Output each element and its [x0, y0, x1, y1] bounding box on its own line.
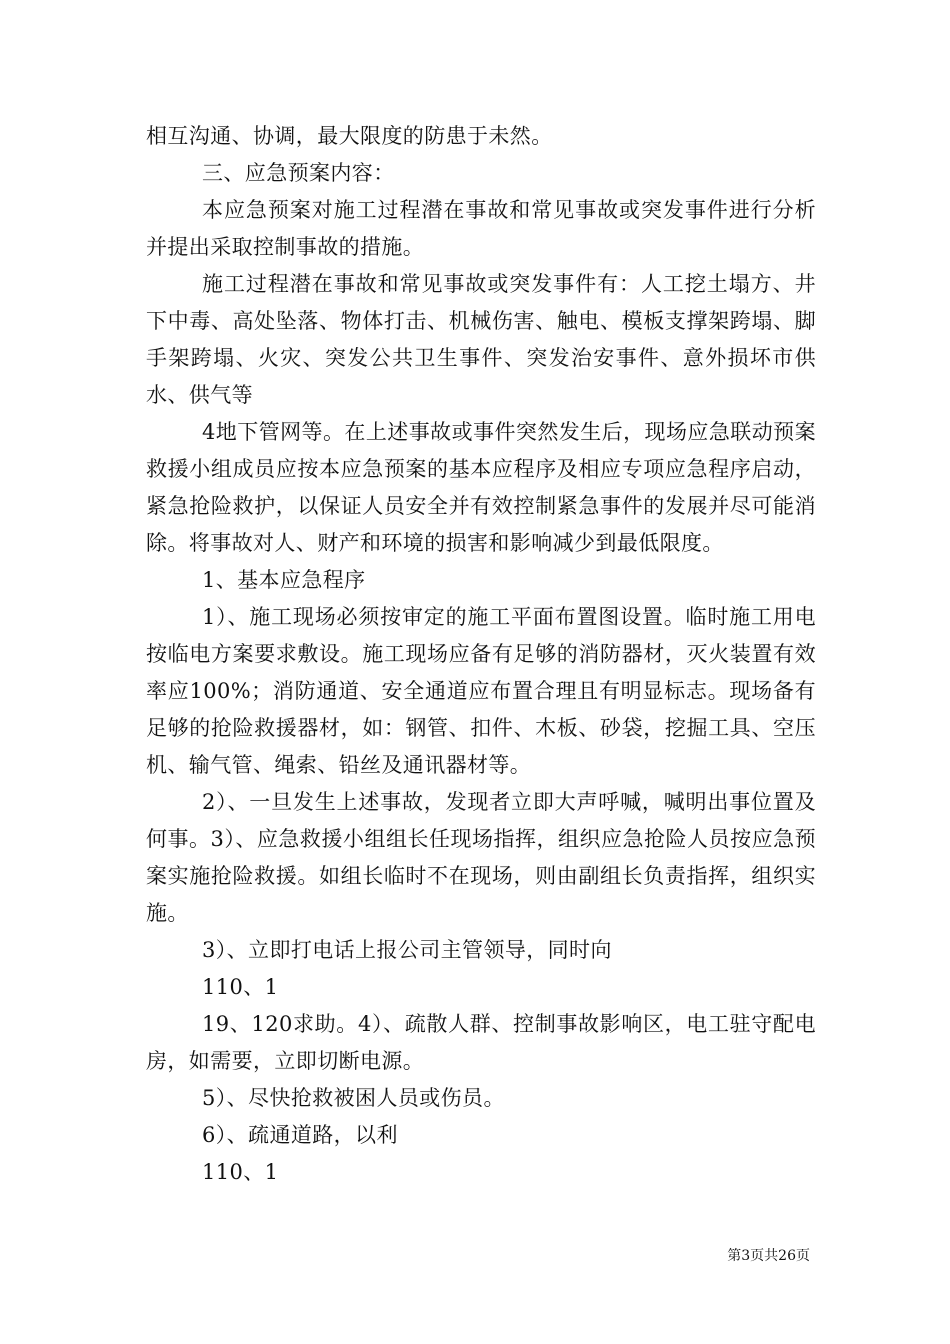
paragraph: 1）、施工现场必须按审定的施工平面布置图设置。临时施工用电按临电方案要求敷设。施工现场应备有足够的消防器材，灭火装置有效率应100%；消防通道、安全通道应布置合理且有明显标志。现场备有足够的抢险救援器材，如：钢管、扣件、木板、砂袋，挖掘工具、空压机、输气管、绳索、铅丝及通讯器材等。 — [146, 605, 816, 777]
paragraph: 4地下管网等。在上述事故或事件突然发生后，现场应急联动预案救援小组成员应按本应急预案的基本应程序及相应专项应急程序启动，紧急抢险救护，以保证人员安全并有效控制紧急事件的发展并尽可能消除。将事故对人、财产和环境的损害和影响减少到最低限度。 — [146, 420, 816, 555]
section-heading: 三、应急预案内容： — [202, 161, 395, 185]
paragraph: 本应急预案对施工过程潜在事故和常见事故或突发事件进行分析并提出采取控制事故的措施。 — [146, 198, 816, 259]
paragraph: 2）、一旦发生上述事故，发现者立即大声呼喊，喊明出事位置及何事。3）、应急救援小组组长任现场指挥，组织应急抢险人员按应急预案实施抢险救援。如组长临时不在现场，则由副组长负责指挥，组织实施。 — [146, 790, 816, 925]
paragraph: 110、1 — [202, 1160, 279, 1184]
paragraph: 施工过程潜在事故和常见事故或突发事件有：人工挖土塌方、井下中毒、高处坠落、物体打击、机械伤害、触电、模板支撑架跨塌、脚手架跨塌、火灾、突发公共卫生事件、突发治安事件、意外损坏市供水、供气等 — [146, 272, 816, 407]
page-number-footer — [700, 1246, 810, 1266]
page-number-label: 第3页共26页 — [727, 1248, 810, 1264]
paragraph: 110、1 — [202, 975, 279, 999]
paragraph: 3）、立即打电话上报公司主管领导，同时向 — [202, 938, 612, 962]
paragraph: 5）、尽快抢救被困人员或伤员。 — [202, 1086, 505, 1110]
paragraph: 相互沟通、协调，最大限度的防患于未然。 — [146, 124, 553, 148]
paragraph: 19、120求助。4）、疏散人群、控制事故影响区，电工驻守配电房，如需要，立即切断电源。 — [146, 1012, 816, 1073]
paragraph: 6）、疏通道路，以利 — [202, 1123, 398, 1147]
document-body — [146, 118, 816, 1191]
subsection-heading: 1、基本应急程序 — [202, 568, 366, 592]
